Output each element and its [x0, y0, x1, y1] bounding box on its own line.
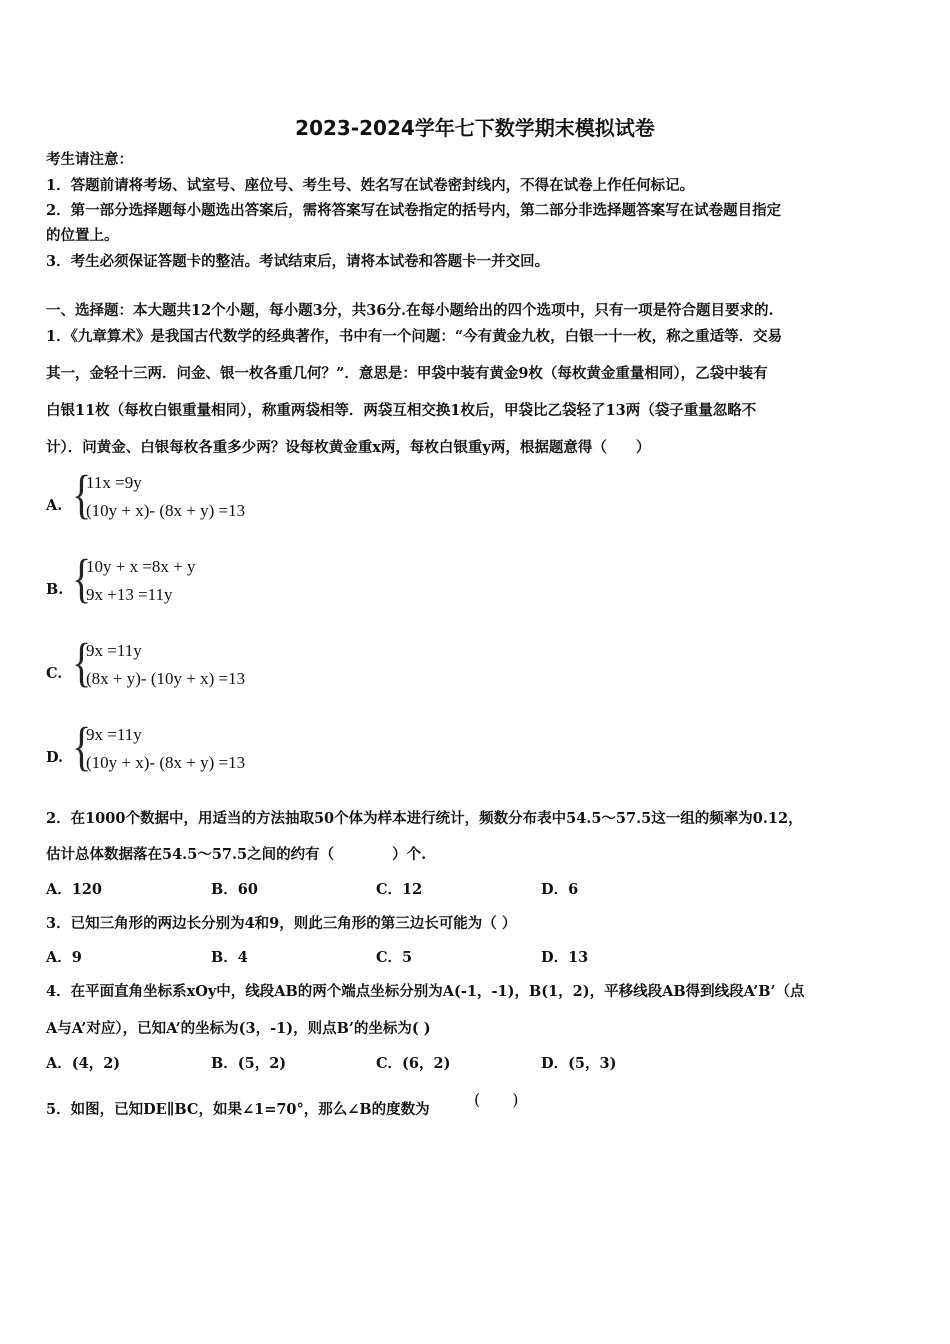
option-c: C．12	[376, 881, 423, 898]
option-c: C．5	[376, 949, 413, 966]
question-1-text: 1．《九章算术》是我国古代数学的经典著作，书中有一个问题：“今有黄金九枚，白银一十一枚，称之重适等．交易	[46, 328, 783, 345]
option-d-equation-1: 9x =11y	[86, 725, 142, 744]
option-c-label: C.	[46, 665, 63, 682]
page-title: 2023-2024学年七下数学期末模拟试卷	[295, 116, 655, 140]
option-d: D．(5，3)	[541, 1055, 617, 1072]
option-c-equation-1: 9x =11y	[86, 641, 142, 660]
question-4-text: 4．在平面直角坐标系xOy中，线段AB的两个端点坐标分别为A(-1，-1)，B(1，2)，平移线段AB得到线段A’B’（点	[46, 983, 805, 1000]
notice-heading: 考生请注意：	[46, 151, 133, 168]
option-d-label: D.	[46, 749, 64, 766]
option-d: D．13	[541, 949, 589, 966]
option-a: A．(4，2)	[46, 1055, 121, 1072]
question-5-text: 5．如图，已知DE∥BC，如果∠1=70°，那么∠B的度数为	[46, 1101, 430, 1118]
brace-icon: {	[72, 631, 92, 693]
brace-icon: {	[72, 547, 92, 609]
section-heading: 一、选择题：本大题共12个小题，每小题3分，共36分.在每小题给出的四个选项中，只有一项是符合题目要求的.	[46, 302, 774, 319]
brace-icon: {	[72, 463, 92, 525]
question-4-text: A与A’对应），已知A’的坐标为(3，-1)，则点B’的坐标为( )	[46, 1020, 431, 1037]
option-d-equation-2: (10y + x)- (8x + y) =13	[86, 753, 246, 772]
option-a-label: A.	[46, 497, 63, 514]
option-a-equation-2: (10y + x)- (8x + y) =13	[86, 501, 246, 520]
option-c: C．(6，2)	[376, 1055, 451, 1072]
question-2-text: 估计总体数据落在54.5～57.5之间的约有（ ）个.	[46, 846, 427, 863]
option-b-equation-1: 10y + x =8x + y	[86, 557, 196, 576]
notice-item: 1．答题前请将考场、试室号、座位号、考生号、姓名写在试卷密封线内，不得在试卷上作任何标记。	[46, 177, 695, 194]
notice-item: 2．第一部分选择题每小题选出答案后，需将答案写在试卷指定的括号内，第二部分非选择题答案写在试卷题目指定	[46, 202, 782, 219]
question-1-text: 白银11枚（每枚白银重量相同），称重两袋相等．两袋互相交换1枚后，甲袋比乙袋轻了13两（袋子重量忽略不	[46, 402, 757, 419]
notice-item: 的位置上。	[46, 227, 119, 244]
question-2-options	[46, 880, 908, 900]
question-3-text: 3．已知三角形的两边长分别为4和9，则此三角形的第三边长可能为（ ）	[46, 915, 517, 932]
option-a: A．120	[46, 881, 103, 898]
option-b: B．60	[211, 881, 258, 898]
option-b-label: B.	[46, 581, 64, 598]
option-b-equation-2: 9x +13 =11y	[86, 585, 173, 604]
option-d: D．6	[541, 881, 579, 898]
option-a-equation-1: 11x =9y	[86, 473, 142, 492]
question-1-text: 其一，金轻十三两．问金、银一枚各重几何？”．意思是：甲袋中装有黄金9枚（每枚黄金重量相同），乙袋中装有	[46, 365, 768, 382]
question-1-text: 计）．问黄金、白银每枚各重多少两？设每枚黄金重x两，每枚白银重y两，根据题意得（ ）	[46, 439, 651, 456]
notice-item: 3．考生必须保证答题卡的整洁。考试结束后，请将本试卷和答题卡一并交回。	[46, 253, 550, 270]
option-b: B．4	[211, 949, 248, 966]
option-a: A．9	[46, 949, 82, 966]
question-3-options	[46, 948, 908, 968]
option-b: B．(5，2)	[211, 1055, 287, 1072]
question-4-options	[46, 1054, 908, 1074]
question-2-text: 2．在1000个数据中，用适当的方法抽取50个体为样本进行统计，频数分布表中54.5～57.5这一组的频率为0.12，	[46, 810, 803, 827]
brace-icon: {	[72, 715, 92, 777]
answer-parentheses: ( )	[474, 1090, 519, 1109]
option-c-equation-2: (8x + y)- (10y + x) =13	[86, 669, 246, 688]
